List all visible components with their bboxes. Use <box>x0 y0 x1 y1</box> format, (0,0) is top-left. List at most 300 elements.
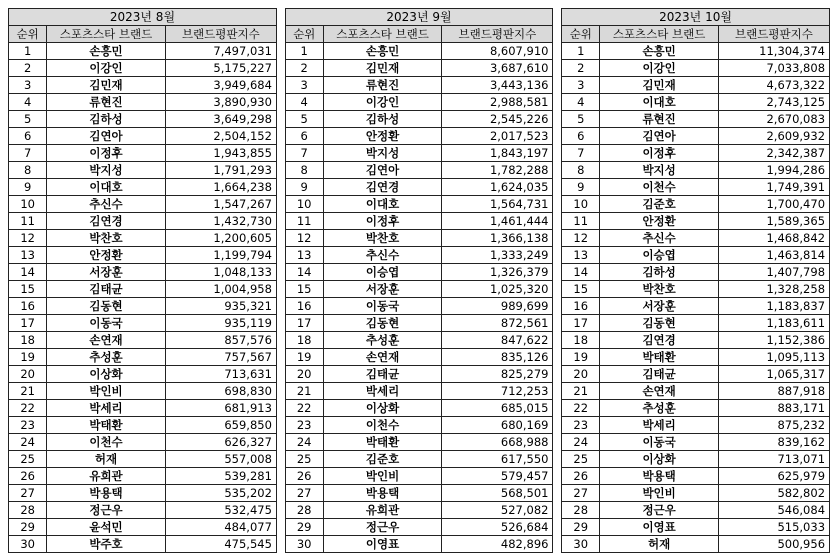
index-value-cell: 1,432,730 <box>165 213 276 230</box>
rank-header: 순위 <box>562 26 600 43</box>
brand-name-cell: 추성훈 <box>600 400 718 417</box>
rank-cell: 8 <box>285 162 323 179</box>
brand-name-cell: 이대호 <box>47 179 165 196</box>
brand-name-cell: 이영표 <box>600 519 718 536</box>
table-row <box>9 298 277 315</box>
brand-name-cell: 박인비 <box>600 485 718 502</box>
index-value-cell: 532,475 <box>165 502 276 519</box>
rank-cell: 12 <box>9 230 47 247</box>
brand-name-cell: 김준호 <box>323 451 441 468</box>
rank-cell: 6 <box>285 128 323 145</box>
index-value-cell: 2,988,581 <box>442 94 553 111</box>
table-row <box>9 485 277 502</box>
rank-cell: 11 <box>285 213 323 230</box>
index-value-cell: 2,504,152 <box>165 128 276 145</box>
brand-name-cell: 박지성 <box>47 162 165 179</box>
table-row <box>9 213 277 230</box>
index-value-cell: 872,561 <box>442 315 553 332</box>
table-row <box>562 94 830 111</box>
table-row <box>562 162 830 179</box>
brand-name-cell: 류현진 <box>323 77 441 94</box>
table-row <box>9 94 277 111</box>
index-value-cell: 1,664,238 <box>165 179 276 196</box>
rank-cell: 7 <box>285 145 323 162</box>
index-value-cell: 626,327 <box>165 434 276 451</box>
rank-cell: 16 <box>9 298 47 315</box>
index-value-cell: 617,550 <box>442 451 553 468</box>
brand-name-cell: 김동현 <box>47 298 165 315</box>
index-value-cell: 557,008 <box>165 451 276 468</box>
rank-cell: 29 <box>285 519 323 536</box>
index-value-cell: 539,281 <box>165 468 276 485</box>
rank-cell: 14 <box>562 264 600 281</box>
rank-cell: 13 <box>285 247 323 264</box>
rank-cell: 22 <box>9 400 47 417</box>
brand-name-cell: 김하성 <box>600 264 718 281</box>
brand-name-cell: 이승엽 <box>600 247 718 264</box>
brand-name-cell: 허재 <box>47 451 165 468</box>
brand-name-cell: 이승엽 <box>323 264 441 281</box>
index-value-cell: 7,497,031 <box>165 43 276 60</box>
brand-name-cell: 안정환 <box>323 128 441 145</box>
brand-name-cell: 박태환 <box>47 417 165 434</box>
index-value-cell: 500,956 <box>718 536 829 553</box>
brand-name-cell: 김민재 <box>323 60 441 77</box>
index-value-cell: 935,321 <box>165 298 276 315</box>
index-value-cell: 1,366,138 <box>442 230 553 247</box>
rank-cell: 13 <box>9 247 47 264</box>
table-row <box>562 60 830 77</box>
brand-name-cell: 이상화 <box>600 451 718 468</box>
brand-name-cell: 이강인 <box>323 94 441 111</box>
brand-name-cell: 김연아 <box>323 162 441 179</box>
table-row <box>9 230 277 247</box>
brand-name-cell: 김연아 <box>47 128 165 145</box>
rank-cell: 16 <box>562 298 600 315</box>
rank-cell: 4 <box>9 94 47 111</box>
rank-cell: 21 <box>285 383 323 400</box>
rank-cell: 24 <box>9 434 47 451</box>
brand-name-cell: 서장훈 <box>47 264 165 281</box>
table-row <box>562 128 830 145</box>
index-value-cell: 668,988 <box>442 434 553 451</box>
rank-cell: 4 <box>285 94 323 111</box>
table-row <box>285 366 553 383</box>
rank-cell: 1 <box>562 43 600 60</box>
brand-name-cell: 이동국 <box>323 298 441 315</box>
index-value-cell: 2,017,523 <box>442 128 553 145</box>
index-value-cell: 1,843,197 <box>442 145 553 162</box>
brand-name-cell: 추성훈 <box>47 349 165 366</box>
brand-name-cell: 이동국 <box>600 434 718 451</box>
table-row <box>285 179 553 196</box>
index-value-cell: 680,169 <box>442 417 553 434</box>
table-row <box>9 196 277 213</box>
brand-name-cell: 박용택 <box>600 468 718 485</box>
rank-cell: 4 <box>562 94 600 111</box>
rank-cell: 11 <box>562 213 600 230</box>
table-row <box>285 247 553 264</box>
rank-cell: 27 <box>9 485 47 502</box>
brand-name-cell: 박용택 <box>323 485 441 502</box>
rank-cell: 2 <box>9 60 47 77</box>
brand-name-cell: 이천수 <box>47 434 165 451</box>
table-row <box>562 145 830 162</box>
index-value-cell: 1,326,379 <box>442 264 553 281</box>
table-row <box>285 400 553 417</box>
index-value-cell: 685,015 <box>442 400 553 417</box>
index-value-cell: 1,624,035 <box>442 179 553 196</box>
table-row <box>285 349 553 366</box>
index-value-cell: 839,162 <box>718 434 829 451</box>
rank-cell: 23 <box>9 417 47 434</box>
rank-cell: 13 <box>562 247 600 264</box>
index-value-cell: 935,119 <box>165 315 276 332</box>
rank-cell: 21 <box>9 383 47 400</box>
table-row <box>562 434 830 451</box>
index-value-cell: 1,749,391 <box>718 179 829 196</box>
index-value-cell: 757,567 <box>165 349 276 366</box>
index-value-cell: 1,547,267 <box>165 196 276 213</box>
index-value-cell: 1,994,286 <box>718 162 829 179</box>
rank-cell: 11 <box>9 213 47 230</box>
index-value-cell: 1,095,113 <box>718 349 829 366</box>
index-header: 브랜드평판지수 <box>165 26 276 43</box>
table-row <box>562 332 830 349</box>
table-row <box>285 332 553 349</box>
month-title: 2023년 9월 <box>285 9 553 26</box>
rank-cell: 15 <box>9 281 47 298</box>
index-value-cell: 1,048,133 <box>165 264 276 281</box>
index-value-cell: 825,279 <box>442 366 553 383</box>
index-value-cell: 482,896 <box>442 536 553 553</box>
table-row <box>562 349 830 366</box>
rank-cell: 12 <box>562 230 600 247</box>
brand-name-cell: 김연경 <box>323 179 441 196</box>
table-row <box>9 366 277 383</box>
rank-cell: 28 <box>285 502 323 519</box>
index-value-cell: 1,025,320 <box>442 281 553 298</box>
table-body <box>562 43 830 553</box>
table-row <box>285 213 553 230</box>
table-row <box>562 264 830 281</box>
table-row <box>285 264 553 281</box>
brand-name-cell: 정근우 <box>600 502 718 519</box>
table-row <box>562 247 830 264</box>
brand-name-cell: 박용택 <box>47 485 165 502</box>
table-body <box>285 43 553 553</box>
index-value-cell: 535,202 <box>165 485 276 502</box>
brand-name-cell: 허재 <box>600 536 718 553</box>
rank-cell: 30 <box>9 536 47 553</box>
rank-cell: 15 <box>285 281 323 298</box>
rank-cell: 25 <box>285 451 323 468</box>
table-row <box>562 451 830 468</box>
table-row <box>562 485 830 502</box>
index-value-cell: 1,564,731 <box>442 196 553 213</box>
brand-name-cell: 김준호 <box>600 196 718 213</box>
brand-name-cell: 정근우 <box>47 502 165 519</box>
rank-cell: 30 <box>285 536 323 553</box>
index-value-cell: 2,670,083 <box>718 111 829 128</box>
rank-cell: 18 <box>562 332 600 349</box>
table-row <box>562 502 830 519</box>
table-row <box>285 451 553 468</box>
table-row <box>285 536 553 553</box>
brand-name-cell: 유희관 <box>47 468 165 485</box>
rank-header: 순위 <box>9 26 47 43</box>
rank-cell: 27 <box>562 485 600 502</box>
brand-name-cell: 정근우 <box>323 519 441 536</box>
index-value-cell: 625,979 <box>718 468 829 485</box>
index-value-cell: 989,699 <box>442 298 553 315</box>
table-row <box>562 366 830 383</box>
brand-name-cell: 박태환 <box>323 434 441 451</box>
rank-cell: 20 <box>562 366 600 383</box>
table-row <box>285 77 553 94</box>
table-row <box>562 43 830 60</box>
index-value-cell: 11,304,374 <box>718 43 829 60</box>
table-row <box>285 230 553 247</box>
brand-name-cell: 안정환 <box>47 247 165 264</box>
table-row <box>562 383 830 400</box>
rank-cell: 28 <box>562 502 600 519</box>
table-row <box>9 60 277 77</box>
table-row <box>562 77 830 94</box>
rank-cell: 16 <box>285 298 323 315</box>
index-value-cell: 2,743,125 <box>718 94 829 111</box>
index-value-cell: 2,609,932 <box>718 128 829 145</box>
rank-cell: 9 <box>9 179 47 196</box>
index-value-cell: 527,082 <box>442 502 553 519</box>
table-row <box>9 162 277 179</box>
table-row <box>285 502 553 519</box>
index-value-cell: 1,589,365 <box>718 213 829 230</box>
table-row <box>9 383 277 400</box>
table-row <box>9 77 277 94</box>
index-value-cell: 526,684 <box>442 519 553 536</box>
brand-name-cell: 추성훈 <box>323 332 441 349</box>
rank-cell: 23 <box>562 417 600 434</box>
table-row <box>562 468 830 485</box>
rank-cell: 10 <box>285 196 323 213</box>
brand-name-cell: 이동국 <box>47 315 165 332</box>
rank-cell: 19 <box>562 349 600 366</box>
table-row <box>285 43 553 60</box>
table-row <box>562 298 830 315</box>
brand-name-cell: 이대호 <box>323 196 441 213</box>
rank-cell: 25 <box>9 451 47 468</box>
brand-name-cell: 김연경 <box>47 213 165 230</box>
table-october <box>561 8 830 553</box>
rank-cell: 22 <box>285 400 323 417</box>
index-value-cell: 1,782,288 <box>442 162 553 179</box>
table-row <box>9 434 277 451</box>
index-value-cell: 713,071 <box>718 451 829 468</box>
rank-cell: 8 <box>562 162 600 179</box>
brand-name-cell: 이정후 <box>47 145 165 162</box>
brand-name-cell: 손연재 <box>600 383 718 400</box>
brand-name-cell: 이정후 <box>600 145 718 162</box>
rank-cell: 3 <box>9 77 47 94</box>
brand-name-cell: 김연경 <box>600 332 718 349</box>
table-row <box>562 536 830 553</box>
brand-name-cell: 박찬호 <box>600 281 718 298</box>
index-value-cell: 4,673,322 <box>718 77 829 94</box>
index-value-cell: 713,631 <box>165 366 276 383</box>
rank-cell: 5 <box>9 111 47 128</box>
rank-cell: 29 <box>562 519 600 536</box>
brand-name-cell: 이정후 <box>323 213 441 230</box>
brand-name-cell: 박태환 <box>600 349 718 366</box>
index-value-cell: 7,033,808 <box>718 60 829 77</box>
rank-cell: 5 <box>562 111 600 128</box>
rank-cell: 12 <box>285 230 323 247</box>
index-header: 브랜드평판지수 <box>442 26 553 43</box>
rank-cell: 5 <box>285 111 323 128</box>
index-value-cell: 835,126 <box>442 349 553 366</box>
brand-name-cell: 김하성 <box>323 111 441 128</box>
rank-cell: 9 <box>562 179 600 196</box>
index-value-cell: 3,687,610 <box>442 60 553 77</box>
index-value-cell: 712,253 <box>442 383 553 400</box>
table-row <box>562 417 830 434</box>
brand-name-cell: 김하성 <box>47 111 165 128</box>
table-row <box>562 111 830 128</box>
table-row <box>562 281 830 298</box>
rank-cell: 27 <box>285 485 323 502</box>
index-value-cell: 1,461,444 <box>442 213 553 230</box>
index-value-cell: 1,199,794 <box>165 247 276 264</box>
index-value-cell: 475,545 <box>165 536 276 553</box>
brand-name-cell: 유희관 <box>323 502 441 519</box>
rank-cell: 22 <box>562 400 600 417</box>
brand-name-cell: 박지성 <box>600 162 718 179</box>
table-row <box>562 230 830 247</box>
brand-name-cell: 김동현 <box>323 315 441 332</box>
brand-name-cell: 이상화 <box>47 366 165 383</box>
table-row <box>9 281 277 298</box>
index-value-cell: 1,463,814 <box>718 247 829 264</box>
index-value-cell: 579,457 <box>442 468 553 485</box>
brand-name-cell: 추신수 <box>323 247 441 264</box>
table-row <box>285 298 553 315</box>
brand-name-cell: 이영표 <box>323 536 441 553</box>
index-value-cell: 659,850 <box>165 417 276 434</box>
brand-name-cell: 류현진 <box>600 111 718 128</box>
brand-name-cell: 박세리 <box>47 400 165 417</box>
brand-name-cell: 류현진 <box>47 94 165 111</box>
table-row <box>9 451 277 468</box>
brand-name-cell: 이강인 <box>600 60 718 77</box>
brand-name-cell: 서장훈 <box>323 281 441 298</box>
rank-cell: 24 <box>285 434 323 451</box>
table-row <box>562 400 830 417</box>
table-row <box>285 485 553 502</box>
index-value-cell: 582,802 <box>718 485 829 502</box>
rank-cell: 3 <box>562 77 600 94</box>
rank-cell: 7 <box>9 145 47 162</box>
brand-header: 스포츠스타 브랜드 <box>47 26 165 43</box>
table-row <box>285 519 553 536</box>
table-row <box>562 196 830 213</box>
rank-cell: 6 <box>9 128 47 145</box>
brand-name-cell: 이상화 <box>323 400 441 417</box>
rank-cell: 18 <box>9 332 47 349</box>
ranking-tables <box>8 8 830 553</box>
brand-name-cell: 김태균 <box>47 281 165 298</box>
table-row <box>9 315 277 332</box>
table-row <box>9 247 277 264</box>
table-row <box>285 111 553 128</box>
brand-name-cell: 손흥민 <box>323 43 441 60</box>
table-row <box>9 332 277 349</box>
rank-cell: 20 <box>285 366 323 383</box>
month-title: 2023년 10월 <box>562 9 830 26</box>
index-value-cell: 698,830 <box>165 383 276 400</box>
rank-cell: 19 <box>9 349 47 366</box>
rank-cell: 26 <box>285 468 323 485</box>
table-row <box>9 502 277 519</box>
rank-cell: 17 <box>9 315 47 332</box>
index-value-cell: 1,183,837 <box>718 298 829 315</box>
table-row <box>285 434 553 451</box>
month-title: 2023년 8월 <box>9 9 277 26</box>
rank-cell: 23 <box>285 417 323 434</box>
index-value-cell: 1,065,317 <box>718 366 829 383</box>
rank-cell: 26 <box>562 468 600 485</box>
brand-name-cell: 안정환 <box>600 213 718 230</box>
brand-name-cell: 박세리 <box>323 383 441 400</box>
rank-cell: 6 <box>562 128 600 145</box>
brand-name-cell: 박세리 <box>600 417 718 434</box>
table-row <box>285 468 553 485</box>
brand-name-cell: 윤석민 <box>47 519 165 536</box>
index-value-cell: 1,004,958 <box>165 281 276 298</box>
rank-cell: 15 <box>562 281 600 298</box>
table-row <box>562 179 830 196</box>
brand-name-cell: 박인비 <box>323 468 441 485</box>
index-value-cell: 847,622 <box>442 332 553 349</box>
rank-cell: 10 <box>9 196 47 213</box>
brand-name-cell: 박찬호 <box>323 230 441 247</box>
table-row <box>9 111 277 128</box>
brand-header: 스포츠스타 브랜드 <box>323 26 441 43</box>
brand-header: 스포츠스타 브랜드 <box>600 26 718 43</box>
table-row <box>285 60 553 77</box>
brand-name-cell: 손연재 <box>47 332 165 349</box>
index-value-cell: 857,576 <box>165 332 276 349</box>
table-row <box>562 213 830 230</box>
table-row <box>9 264 277 281</box>
brand-name-cell: 서장훈 <box>600 298 718 315</box>
brand-name-cell: 추신수 <box>47 196 165 213</box>
brand-name-cell: 이천수 <box>323 417 441 434</box>
index-value-cell: 3,443,136 <box>442 77 553 94</box>
brand-name-cell: 박주호 <box>47 536 165 553</box>
brand-name-cell: 손연재 <box>323 349 441 366</box>
table-row <box>9 400 277 417</box>
table-row <box>285 315 553 332</box>
table-august <box>8 8 277 553</box>
rank-cell: 10 <box>562 196 600 213</box>
index-value-cell: 1,183,611 <box>718 315 829 332</box>
index-value-cell: 1,200,605 <box>165 230 276 247</box>
table-row <box>9 128 277 145</box>
index-value-cell: 1,407,798 <box>718 264 829 281</box>
rank-cell: 25 <box>562 451 600 468</box>
brand-name-cell: 이천수 <box>600 179 718 196</box>
